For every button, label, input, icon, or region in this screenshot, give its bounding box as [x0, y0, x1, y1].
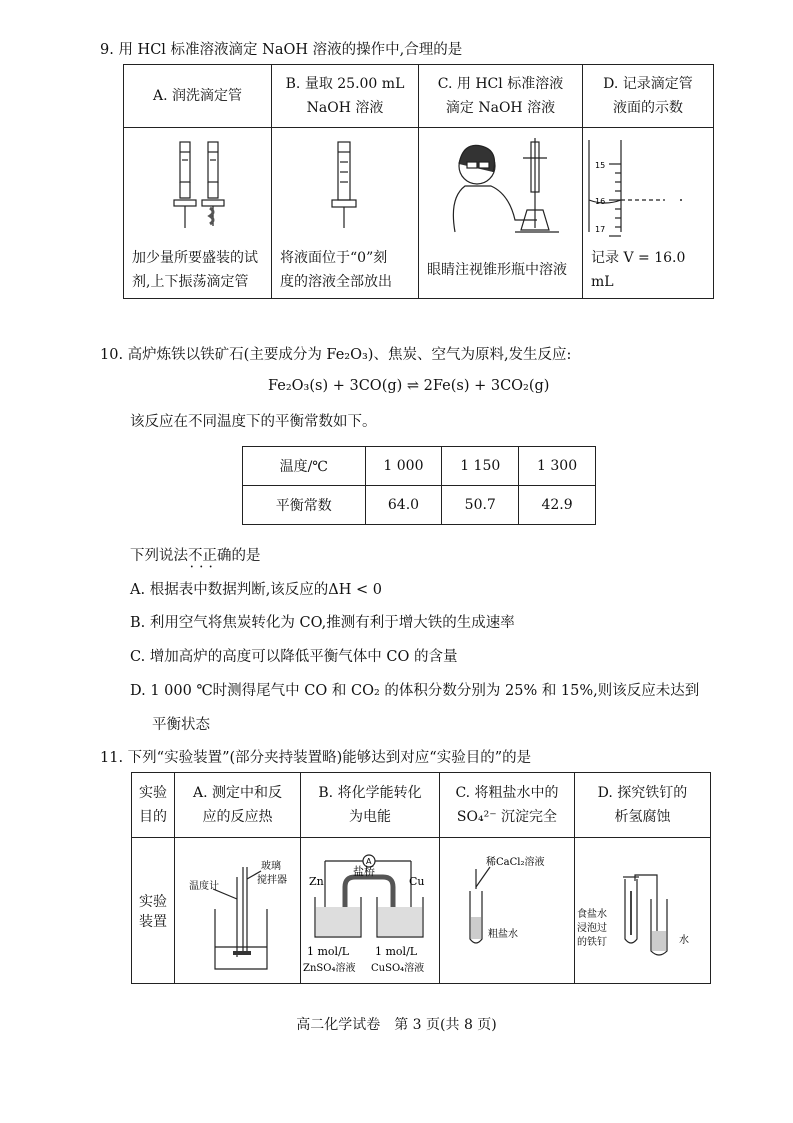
- equilibrium-constant-table: [242, 446, 596, 525]
- q11-goal-d: D. 探究铁钉的 析氢腐蚀: [575, 773, 711, 838]
- question-10-stem: 10. 高炉炼铁以铁矿石(主要成分为 Fe₂O₃)、焦炭、空气为原料,发生反应:: [100, 347, 572, 363]
- row-label-goal: 实验 目的: [132, 773, 175, 838]
- q9-option-a-caption: 加少量所要盛装的试 剂,上下振荡滴定管: [124, 242, 272, 299]
- nail-label-2: 浸泡过: [577, 922, 607, 934]
- burette-rinse-illustration: [124, 128, 271, 238]
- titration-student-illustration: [419, 128, 582, 238]
- salt-bridge-label: 盐桥: [353, 864, 375, 878]
- question-11-stem: 11. 下列“实验装置”(部分夹持装置略)能够达到对应“实验目的”的是: [100, 750, 532, 766]
- constant-header: 平衡常数: [243, 486, 366, 525]
- q9-option-b-header: B. 量取 25.00 mL NaOH 溶液: [272, 65, 419, 128]
- emphasis-not-correct: 不正确 • • •: [188, 548, 232, 564]
- page-footer: 高二化学试卷 第 3 页(共 8 页): [296, 1017, 497, 1033]
- reaction-equation: Fe₂O₃(s) + 3CO(g) ⇌ 2Fe(s) + 3CO₂(g): [268, 378, 550, 394]
- q9-option-d-header: D. 记录滴定管 液面的示数: [583, 65, 714, 128]
- q9-option-c-caption: 眼睛注视锥形瓶中溶液: [419, 242, 583, 299]
- galvanic-cell-illustration: [301, 839, 439, 979]
- calorimeter-illustration: [175, 839, 300, 979]
- q9-option-c-figure: [419, 128, 583, 243]
- brine-label: 粗盐水: [488, 928, 518, 940]
- q9-option-d-caption: 记录 V = 16.0 mL: [583, 242, 714, 299]
- copper-electrode-label: Cu: [409, 874, 425, 888]
- q10-option-d-cont: 平衡状态: [152, 717, 210, 733]
- precipitation-illustration: [440, 839, 574, 979]
- q11-goal-c: C. 将粗盐水中的 SO₄²⁻ 沉淀完全: [440, 773, 575, 838]
- scale-tick-15: 15: [595, 161, 606, 170]
- cu-solution-concentration: 1 mol/L: [375, 944, 418, 958]
- cu-solution-label: CuSO₄溶液: [371, 962, 425, 974]
- q11-apparatus-b: [301, 838, 440, 984]
- zn-solution-label: ZnSO₄溶液: [303, 962, 356, 974]
- iron-nail-corrosion-illustration: [575, 839, 710, 979]
- q9-option-b-figure: [272, 128, 419, 243]
- table-cell: 42.9: [519, 486, 596, 525]
- ammeter-symbol: A: [366, 856, 372, 866]
- q11-goal-b: B. 将化学能转化 为电能: [301, 773, 440, 838]
- q11-apparatus-c: [440, 838, 575, 984]
- q9-option-b-caption: 将液面位于“0”刻 度的溶液全部放出: [272, 242, 419, 299]
- temperature-header: 温度/℃: [243, 447, 366, 486]
- question-9-table: [123, 64, 714, 299]
- q9-option-a-figure: [124, 128, 272, 243]
- nail-label-1: 食盐水: [577, 908, 607, 920]
- question-10-prompt: 下列说法不正确 • • •的是: [130, 544, 261, 565]
- q10-option-c: C. 增加高炉的高度可以降低平衡气体中 CO 的含量: [130, 649, 458, 665]
- question-10-intro: 该反应在不同温度下的平衡常数如下。: [130, 414, 377, 430]
- table-cell: 50.7: [442, 486, 519, 525]
- q11-goal-a: A. 测定中和反 应的反应热: [175, 773, 301, 838]
- q9-option-c-header: C. 用 HCl 标准溶液 滴定 NaOH 溶液: [419, 65, 583, 128]
- q10-option-b: B. 利用空气将焦炭转化为 CO,推测有利于增大铁的生成速率: [130, 615, 515, 631]
- q9-option-a-header: A. 润洗滴定管: [124, 65, 272, 128]
- question-9-stem: 9. 用 HCl 标准溶液滴定 NaOH 溶液的操作中,合理的是: [100, 42, 463, 58]
- burette-scale-illustration: [583, 128, 713, 238]
- question-11-table: [131, 772, 711, 984]
- q10-option-a: A. 根据表中数据判断,该反应的ΔH < 0: [130, 582, 383, 598]
- thermometer-label: 温度计: [189, 880, 219, 892]
- zn-solution-concentration: 1 mol/L: [307, 944, 350, 958]
- q11-apparatus-a: [175, 838, 301, 984]
- table-cell: 1 000: [365, 447, 442, 486]
- zinc-electrode-label: Zn: [309, 874, 324, 888]
- scale-tick-17: 17: [595, 225, 606, 234]
- stirrer-label-2: 搅拌器: [257, 874, 287, 886]
- cacl2-reagent-label: 稀CaCl₂溶液: [486, 856, 545, 868]
- water-label: 水: [679, 934, 689, 946]
- q10-option-d: D. 1 000 ℃时测得尾气中 CO 和 CO₂ 的体积分数分别为 25% 和 15%,则该反应未达到: [130, 683, 700, 699]
- burette-measure-illustration: [272, 128, 418, 238]
- row-label-apparatus: 实验 装置: [132, 838, 175, 984]
- nail-label-3: 的铁钉: [577, 936, 607, 948]
- q9-option-d-figure: [583, 128, 714, 243]
- table-row: [243, 447, 596, 486]
- table-cell: 1 300: [519, 447, 596, 486]
- table-cell: 64.0: [365, 486, 442, 525]
- table-row: [243, 486, 596, 525]
- q11-apparatus-d: [575, 838, 711, 984]
- scale-tick-16: 16: [595, 197, 606, 206]
- stirrer-label-1: 玻璃: [261, 860, 281, 872]
- table-cell: 1 150: [442, 447, 519, 486]
